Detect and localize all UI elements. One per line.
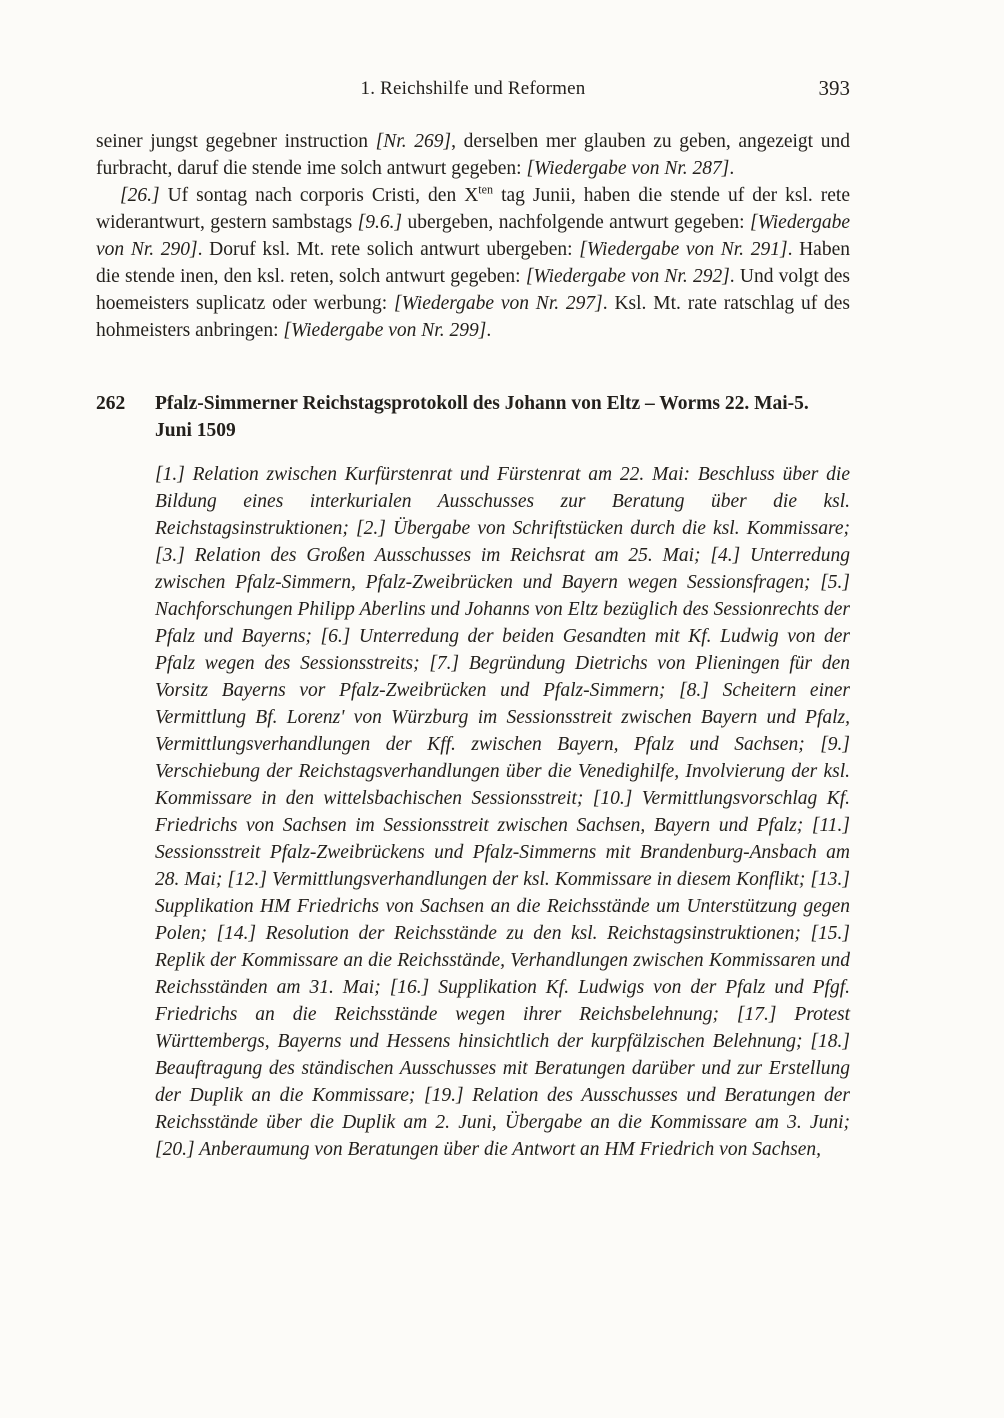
text-run: . bbox=[486, 320, 492, 341]
entry-262 bbox=[96, 390, 850, 1163]
italic-run: [9.6.] bbox=[357, 212, 403, 233]
text-run: . Und volgt des hoemeisters suplicatz oder werbung: bbox=[96, 266, 850, 314]
continuation-paragraph bbox=[96, 128, 850, 182]
italic-run: [Nr. 269] bbox=[375, 131, 452, 152]
italic-run: [Wiedergabe von Nr. 291] bbox=[579, 239, 788, 260]
text-run: tag Junii, haben die stende uf der ksl. rete widerantwurt, gestern sambstags bbox=[96, 185, 850, 233]
text-run: , derselben mer glauben zu geben, angezeigt und furbracht, daruf die stende ime solch antwurt gegeben: bbox=[96, 131, 850, 179]
italic-run: [26.] bbox=[120, 185, 160, 206]
italic-run: [Wiedergabe von Nr. 299] bbox=[283, 320, 487, 341]
text-run: . bbox=[729, 158, 735, 179]
superscript-run: ten bbox=[478, 182, 494, 197]
italic-run: [Wiedergabe von Nr. 290] bbox=[96, 212, 851, 260]
entry-number: 262 bbox=[96, 393, 126, 414]
text-run: . Haben die stende inen, den ksl. reten, solch antwurt gegeben: bbox=[96, 239, 850, 287]
text-run: . Ksl. Mt. rate ratschlag uf des hohmeisters anbringen: bbox=[96, 293, 850, 341]
entry-title: Pfalz-Simmerner Reichstagsprotokoll des Johann von Eltz – Worms 22. Mai-5. Juni 1509 bbox=[155, 393, 809, 441]
text-run: . Doruf ksl. Mt. rete solich antwurt ubergeben: bbox=[197, 239, 580, 260]
italic-run: [Wiedergabe von Nr. 297] bbox=[394, 293, 603, 314]
italic-run: [Wiedergabe von Nr. 292] bbox=[525, 266, 730, 287]
running-header bbox=[96, 78, 850, 104]
body-paragraphs bbox=[96, 128, 850, 344]
page-number: 393 bbox=[818, 76, 850, 100]
paragraph-26 bbox=[96, 182, 850, 344]
entry-heading bbox=[96, 390, 850, 444]
text-run: seiner jungst gegebner instruction bbox=[96, 131, 376, 152]
entry-summary: [1.] Relation zwischen Kurfürstenrat und Fürstenrat am 22. Mai: Beschluss über die Bildung eines interkurialen Ausschusses zur Beratung über die ksl. Reichstagsinstruktionen; [2.] Übergabe von Schriftstücken durch die ksl. Kommissare; [3.] Relation des Großen Ausschusses im Reichsrat am 25. Mai; [4.] Unterredung zwischen Pfalz-Simmern, Pfalz-Zweibrücken und Bayern wegen Sessionsfragen; [5.] Nachforschungen Philipp Aberlins und Johanns von Eltz bezüglich des Sessionrechts der Pfalz und Bayerns; [6.] Unterredung der beiden Gesandten mit Kf. Ludwig von der Pfalz wegen des Sessionsstreits; [7.] Begründung Dietrichs von Plieningen für den Vorsitz Bayerns vor Pfalz-Zweibrücken und Pfalz-Simmern; [8.] Scheitern einer Vermittlung Bf. Lorenz' von Würzburg im Sessionsstreit zwischen Bayern und Pfalz, Vermittlungsverhandlungen der Kff. zwischen Bayern, Pfalz und Sachsen; [9.] Verschiebung der Reichstagsverhandlungen über die Venedighilfe, Involvierung der ksl. Kommissare in den wittelsbachischen Sessionsstreit; [10.] Vermittlungsvorschlag Kf. Friedrichs von Sachsen im Sessionsstreit zwischen Sachsen, Bayern und Pfalz; [11.] Sessionsstreit Pfalz-Zweibrückens und Pfalz-Simmerns mit Brandenburg-Ansbach am 28. Mai; [12.] Vermittlungsverhandlungen der ksl. Kommissare in diesem Konflikt; [13.] Supplikation HM Friedrichs von Sachsen an die Reichsstände um Unterstützung gegen Polen; [14.] Resolution der Reichsstände zu den ksl. Reichstagsinstruktionen; [15.] Replik der Kommissare an die Reichsstände, Verhandlungen zwischen Kommissaren und Reichsständen am 31. Mai; [16.] Supplikation Kf. Ludwigs von der Pfalz und Pfgf. Friedrichs an die Reichsstände wegen ihrer Reichsbelehnung; [17.] Protest Württembergs, Bayerns und Hessens hinsichtlich der kurpfälzischen Belehnung; [18.] Beauftragung des ständischen Ausschusses mit Beratungen darüber und zur Erstellung der Duplik an die Kommissare; [19.] Relation des Ausschusses und Beratungen der Reichsstände über die Duplik am 2. Juni, Übergabe an die Kommissare am 3. Juni; [20.] Anberaumung von Beratungen über die Antwort an HM Friedrich von Sachsen, bbox=[155, 464, 850, 1160]
text-run: Uf sontag nach corporis Cristi, den X bbox=[159, 185, 479, 206]
chapter-title: 1. Reichshilfe und Reformen bbox=[360, 78, 586, 99]
italic-run: [Wiedergabe von Nr. 287] bbox=[526, 158, 730, 179]
text-run: ubergeben, nachfolgende antwurt gegeben: bbox=[402, 212, 750, 233]
